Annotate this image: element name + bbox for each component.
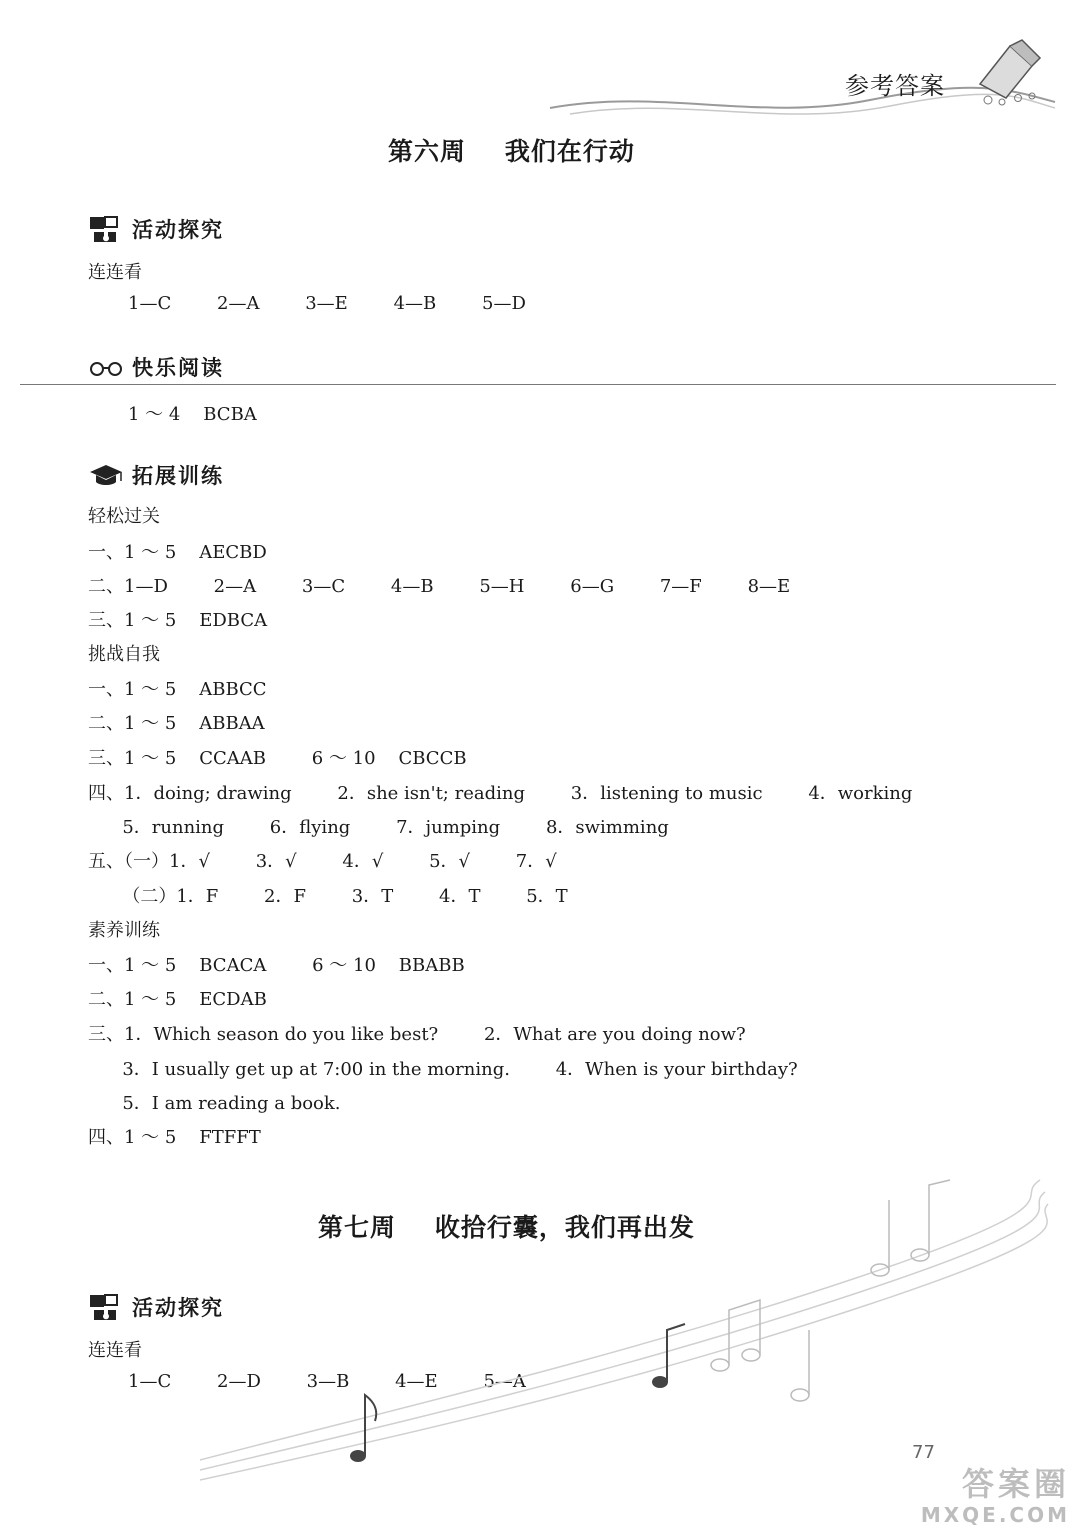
easy-line: 三、1 ～ 5 EDBCA	[88, 610, 268, 631]
watermark-logo	[900, 1466, 1070, 1532]
literacy-line: 四、1 ～ 5 FTFFT	[88, 1127, 261, 1148]
music-notes-decoration	[190, 1160, 1050, 1490]
challenge-subheading: 挑战自我	[88, 644, 160, 665]
week6-activity-answers: 1—C 2—A 3—E 4—B 5—D	[128, 293, 526, 314]
week6-title: 第六周 我们在行动	[388, 137, 635, 166]
header-label: 参考答案	[845, 72, 945, 100]
puzzle-icon	[88, 1292, 124, 1322]
week6-reading-answers: 1 ～ 4 BCBA	[128, 404, 257, 425]
literacy-line: 二、1 ～ 5 ECDAB	[88, 989, 267, 1010]
easy-line: 一、1 ～ 5 AECBD	[88, 542, 267, 563]
graduation-cap-icon	[88, 460, 124, 490]
easy-line: 二、1—D 2—A 3—C 4—B 5—H 6—G 7—F 8—E	[88, 576, 791, 597]
section-heading-label: 快乐阅读	[132, 356, 224, 380]
week6-extension-heading	[88, 460, 224, 490]
week6-reading-heading	[88, 352, 224, 382]
literacy-subheading: 素养训练	[88, 920, 160, 941]
section-heading-label: 活动探究	[132, 218, 224, 242]
page-number: 77	[912, 1442, 935, 1463]
section-divider	[20, 384, 1056, 385]
challenge-line: （二）1．F 2．F 3．T 4．T 5．T	[88, 886, 568, 907]
literacy-line: 一、1 ～ 5 BCACA 6 ～ 10 BBABB	[88, 955, 465, 976]
puzzle-icon	[88, 214, 124, 244]
literacy-line: 3．I usually get up at 7:00 in the morning. 4．When is your birthday?	[88, 1059, 798, 1080]
challenge-line: 三、1 ～ 5 CCAAB 6 ～ 10 CBCCB	[88, 748, 467, 769]
section-heading-label: 拓展训练	[132, 464, 224, 488]
week7-activity-sub: 连连看	[88, 1340, 142, 1361]
challenge-line: 四、1．doing; drawing 2．she isn't; reading 3．listening to music 4．working	[88, 783, 913, 804]
literacy-line: 5．I am reading a book.	[88, 1093, 341, 1114]
week6-activity-heading	[88, 214, 224, 244]
section-heading-label: 活动探究	[132, 1296, 224, 1320]
week7-activity-answers: 1—C 2—D 3—B 4—E 5—A	[128, 1371, 526, 1392]
watermark-line1: 答案圈	[961, 1465, 1070, 1503]
watermark-line2: MXQE.COM	[920, 1503, 1070, 1527]
glasses-icon	[88, 352, 124, 382]
week6-activity-sub: 连连看	[88, 262, 142, 283]
week7-title: 第七周 收拾行囊，我们再出发	[318, 1213, 695, 1242]
header-wave-decoration	[540, 30, 1060, 140]
challenge-line: 一、1 ～ 5 ABBCC	[88, 679, 267, 700]
easy-subheading: 轻松过关	[88, 506, 160, 527]
challenge-line: 五、（一）1．√ 3．√ 4．√ 5．√ 7．√	[88, 851, 557, 872]
literacy-line: 三、1．Which season do you like best? 2．What are you doing now?	[88, 1024, 746, 1045]
challenge-line: 二、1 ～ 5 ABBAA	[88, 713, 265, 734]
challenge-line: 5．running 6．flying 7．jumping 8．swimming	[88, 817, 669, 838]
